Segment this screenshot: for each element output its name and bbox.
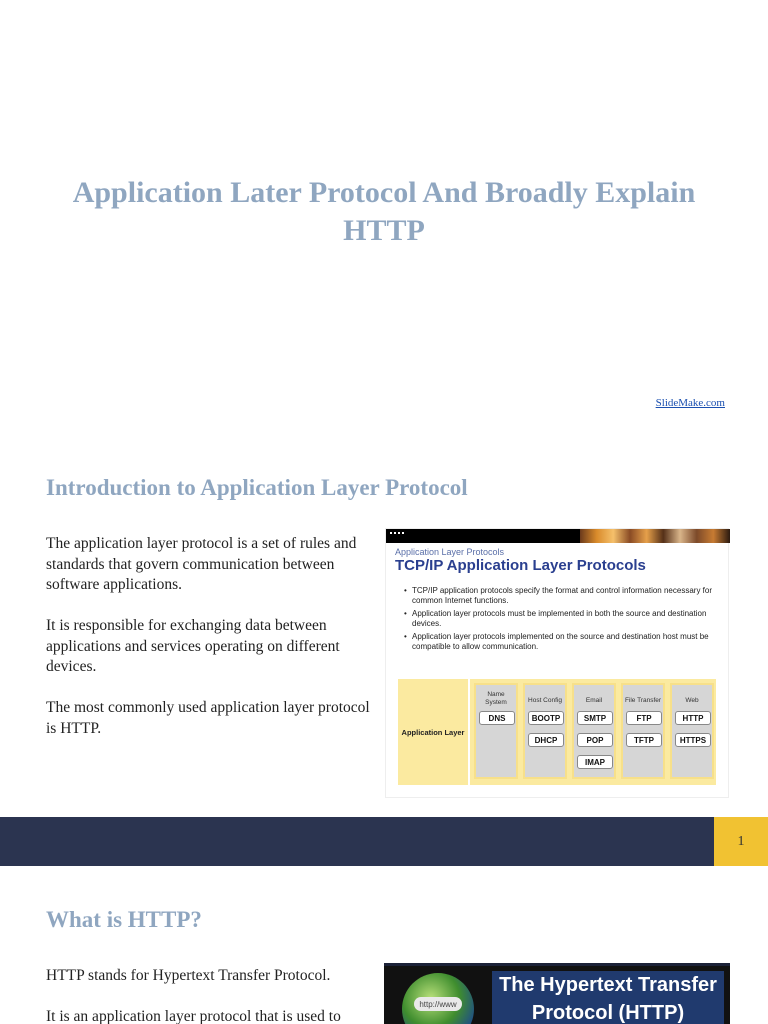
presentation-title: Application Later Protocol And Broadly Explain HTTP bbox=[72, 176, 696, 247]
paragraph: The most commonly used application layer protocol is HTTP. bbox=[46, 699, 370, 737]
column-header: Host Config bbox=[528, 697, 562, 704]
http-figure bbox=[384, 961, 730, 1024]
paragraph: It is an application layer protocol that is used to bbox=[46, 1008, 341, 1024]
slide-heading: What is HTTP? bbox=[46, 907, 202, 932]
slide-body bbox=[46, 966, 376, 1024]
slide-heading: Introduction to Application Layer Protocol bbox=[46, 475, 468, 500]
protocol-box: FTP bbox=[626, 711, 662, 725]
figure-bullet: • Application layer protocols implemented on the source and destination host must be compatible to allow communication. bbox=[404, 632, 724, 651]
figure-bullet: • TCP/IP application protocols specify the format and control information necessary for common Internet functions. bbox=[404, 586, 724, 605]
column-header: File Transfer bbox=[624, 697, 662, 704]
slide-body bbox=[46, 534, 376, 760]
url-tag: http://www bbox=[414, 997, 462, 1011]
figure-subtitle: Application Layer Protocols bbox=[395, 547, 505, 557]
protocol-box: BOOTP bbox=[528, 711, 564, 725]
protocol-column bbox=[670, 683, 714, 779]
column-header: Name System bbox=[485, 691, 507, 706]
application-layer-label: Application Layer bbox=[398, 679, 468, 785]
http-banner: The Hypertext Transfer Protocol (HTTP) bbox=[492, 971, 724, 1024]
column-header: Email bbox=[585, 697, 603, 704]
figure-header-bar bbox=[386, 529, 730, 543]
protocol-box: HTTPS bbox=[675, 733, 711, 747]
source-link[interactable]: SlideMake.com bbox=[655, 397, 725, 409]
figure-footnote bbox=[396, 789, 720, 795]
slide-introduction bbox=[0, 432, 768, 866]
slide-what-is-http bbox=[0, 866, 768, 1024]
paragraph: HTTP stands for Hypertext Transfer Protocol. bbox=[46, 967, 331, 984]
title-slide bbox=[0, 0, 768, 432]
protocol-box: HTTP bbox=[675, 711, 711, 725]
protocol-box: IMAP bbox=[577, 755, 613, 769]
protocol-column bbox=[474, 683, 518, 779]
paragraph: The application layer protocol is a set of rules and standards that govern communication between software applications. bbox=[46, 535, 357, 593]
column-header: Web bbox=[685, 697, 699, 704]
page-number-badge: 1 bbox=[714, 817, 768, 866]
protocol-column bbox=[621, 683, 665, 779]
figure-bullets bbox=[404, 586, 724, 655]
figure-bullet: • Application layer protocols must be implemented in both the source and destination devices. bbox=[404, 609, 724, 628]
protocols-figure bbox=[385, 528, 729, 798]
slide-footer-bar bbox=[0, 817, 714, 866]
protocol-box: DHCP bbox=[528, 733, 564, 747]
photo-strip bbox=[580, 529, 730, 543]
protocol-box: DNS bbox=[479, 711, 515, 725]
figure-top-bar bbox=[384, 961, 730, 966]
protocol-column bbox=[523, 683, 567, 779]
cisco-logo-icon bbox=[390, 532, 404, 540]
protocol-column bbox=[572, 683, 616, 779]
paragraph: It is responsible for exchanging data between applications and services operating on different devices. bbox=[46, 617, 340, 675]
protocol-box: TFTP bbox=[626, 733, 662, 747]
protocol-box: POP bbox=[577, 733, 613, 747]
protocol-box: SMTP bbox=[577, 711, 613, 725]
figure-title: TCP/IP Application Layer Protocols bbox=[395, 557, 646, 574]
protocol-grid bbox=[470, 679, 716, 785]
